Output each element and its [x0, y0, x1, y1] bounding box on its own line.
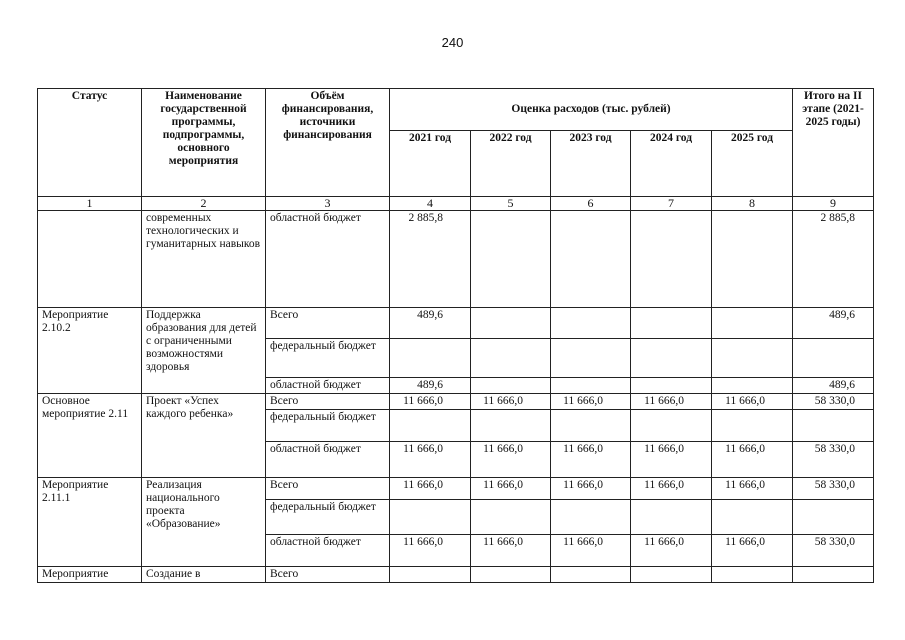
- header-row: [38, 89, 874, 131]
- source-cell: федеральный бюджет: [266, 339, 390, 378]
- header-total: Итого на II этапе (2021-2025 годы): [793, 89, 874, 197]
- header-status: Статус: [38, 89, 142, 197]
- value-cell: [631, 567, 712, 583]
- value-cell: 11 666,0: [390, 394, 471, 410]
- value-cell: 11 666,0: [551, 442, 631, 478]
- column-number: 2: [142, 197, 266, 211]
- source-cell: Всего: [266, 567, 390, 583]
- value-cell: [471, 339, 551, 378]
- value-cell: 2 885,8: [390, 211, 471, 308]
- header-year: 2021 год: [390, 131, 471, 197]
- value-cell: 11 666,0: [551, 478, 631, 500]
- name-cell: Реализация национального проекта «Образование»: [142, 478, 266, 567]
- status-cell: Мероприятие 2.10.2: [38, 308, 142, 394]
- total-cell: 58 330,0: [793, 442, 874, 478]
- value-cell: 11 666,0: [471, 442, 551, 478]
- value-cell: [712, 410, 793, 442]
- value-cell: 489,6: [390, 378, 471, 394]
- total-cell: 58 330,0: [793, 394, 874, 410]
- value-cell: [551, 500, 631, 535]
- value-cell: [631, 339, 712, 378]
- status-cell: Мероприятие: [38, 567, 142, 583]
- value-cell: [390, 500, 471, 535]
- value-cell: [551, 410, 631, 442]
- value-cell: [551, 308, 631, 339]
- total-cell: 489,6: [793, 308, 874, 339]
- header-year: 2025 год: [712, 131, 793, 197]
- table-row: [38, 567, 874, 583]
- source-cell: Всего: [266, 394, 390, 410]
- value-cell: [712, 308, 793, 339]
- column-number: 1: [38, 197, 142, 211]
- value-cell: 11 666,0: [471, 478, 551, 500]
- value-cell: 11 666,0: [712, 478, 793, 500]
- value-cell: 11 666,0: [551, 535, 631, 567]
- column-number: 4: [390, 197, 471, 211]
- column-number-row: [38, 197, 874, 211]
- value-cell: [631, 378, 712, 394]
- value-cell: 11 666,0: [631, 394, 712, 410]
- source-cell: областной бюджет: [266, 378, 390, 394]
- column-number: 8: [712, 197, 793, 211]
- source-cell: Всего: [266, 308, 390, 339]
- total-cell: 2 885,8: [793, 211, 874, 308]
- value-cell: 11 666,0: [390, 442, 471, 478]
- header-funding: Объём финансирования, источники финансирования: [266, 89, 390, 197]
- column-number: 6: [551, 197, 631, 211]
- value-cell: [712, 500, 793, 535]
- header-name: Наименование государственной программы, подпрограммы, основного мероприятия: [142, 89, 266, 197]
- value-cell: [551, 211, 631, 308]
- value-cell: 11 666,0: [712, 535, 793, 567]
- source-cell: Всего: [266, 478, 390, 500]
- budget-table: [37, 88, 874, 583]
- table-row: [38, 478, 874, 500]
- value-cell: [631, 500, 712, 535]
- total-cell: 58 330,0: [793, 535, 874, 567]
- value-cell: [471, 410, 551, 442]
- value-cell: [551, 378, 631, 394]
- name-cell: современных технологических и гуманитарных навыков: [142, 211, 266, 308]
- value-cell: [471, 308, 551, 339]
- total-cell: [793, 410, 874, 442]
- value-cell: [712, 378, 793, 394]
- value-cell: [390, 567, 471, 583]
- value-cell: [712, 211, 793, 308]
- value-cell: [631, 410, 712, 442]
- value-cell: [390, 410, 471, 442]
- table-row: [38, 308, 874, 339]
- value-cell: 11 666,0: [712, 394, 793, 410]
- column-number: 5: [471, 197, 551, 211]
- value-cell: [390, 339, 471, 378]
- table-row: [38, 211, 874, 308]
- value-cell: [551, 567, 631, 583]
- value-cell: 489,6: [390, 308, 471, 339]
- value-cell: [631, 211, 712, 308]
- value-cell: [712, 339, 793, 378]
- table-row: [38, 394, 874, 410]
- total-cell: 58 330,0: [793, 478, 874, 500]
- header-estimate: Оценка расходов (тыс. рублей): [390, 89, 793, 131]
- status-cell: [38, 211, 142, 308]
- value-cell: 11 666,0: [631, 535, 712, 567]
- value-cell: 11 666,0: [631, 442, 712, 478]
- source-cell: областной бюджет: [266, 442, 390, 478]
- page-number: 240: [441, 35, 464, 50]
- header-year: 2022 год: [471, 131, 551, 197]
- value-cell: [551, 339, 631, 378]
- status-cell: Мероприятие 2.11.1: [38, 478, 142, 567]
- value-cell: [471, 567, 551, 583]
- value-cell: [471, 211, 551, 308]
- source-cell: федеральный бюджет: [266, 410, 390, 442]
- name-cell: Создание в: [142, 567, 266, 583]
- column-number: 7: [631, 197, 712, 211]
- value-cell: 11 666,0: [471, 394, 551, 410]
- total-cell: 489,6: [793, 378, 874, 394]
- value-cell: 11 666,0: [390, 535, 471, 567]
- value-cell: [471, 500, 551, 535]
- value-cell: 11 666,0: [390, 478, 471, 500]
- source-cell: областной бюджет: [266, 535, 390, 567]
- name-cell: Проект «Успех каждого ребенка»: [142, 394, 266, 478]
- header-year: 2023 год: [551, 131, 631, 197]
- value-cell: [631, 308, 712, 339]
- value-cell: 11 666,0: [631, 478, 712, 500]
- total-cell: [793, 567, 874, 583]
- header-year: 2024 год: [631, 131, 712, 197]
- value-cell: [471, 378, 551, 394]
- name-cell: Поддержка образования для детей с ограниченными возможностями здоровья: [142, 308, 266, 394]
- source-cell: областной бюджет: [266, 211, 390, 308]
- value-cell: [712, 567, 793, 583]
- total-cell: [793, 500, 874, 535]
- column-number: 3: [266, 197, 390, 211]
- status-cell: Основное мероприятие 2.11: [38, 394, 142, 478]
- value-cell: 11 666,0: [471, 535, 551, 567]
- source-cell: федеральный бюджет: [266, 500, 390, 535]
- value-cell: 11 666,0: [551, 394, 631, 410]
- value-cell: 11 666,0: [712, 442, 793, 478]
- column-number: 9: [793, 197, 874, 211]
- total-cell: [793, 339, 874, 378]
